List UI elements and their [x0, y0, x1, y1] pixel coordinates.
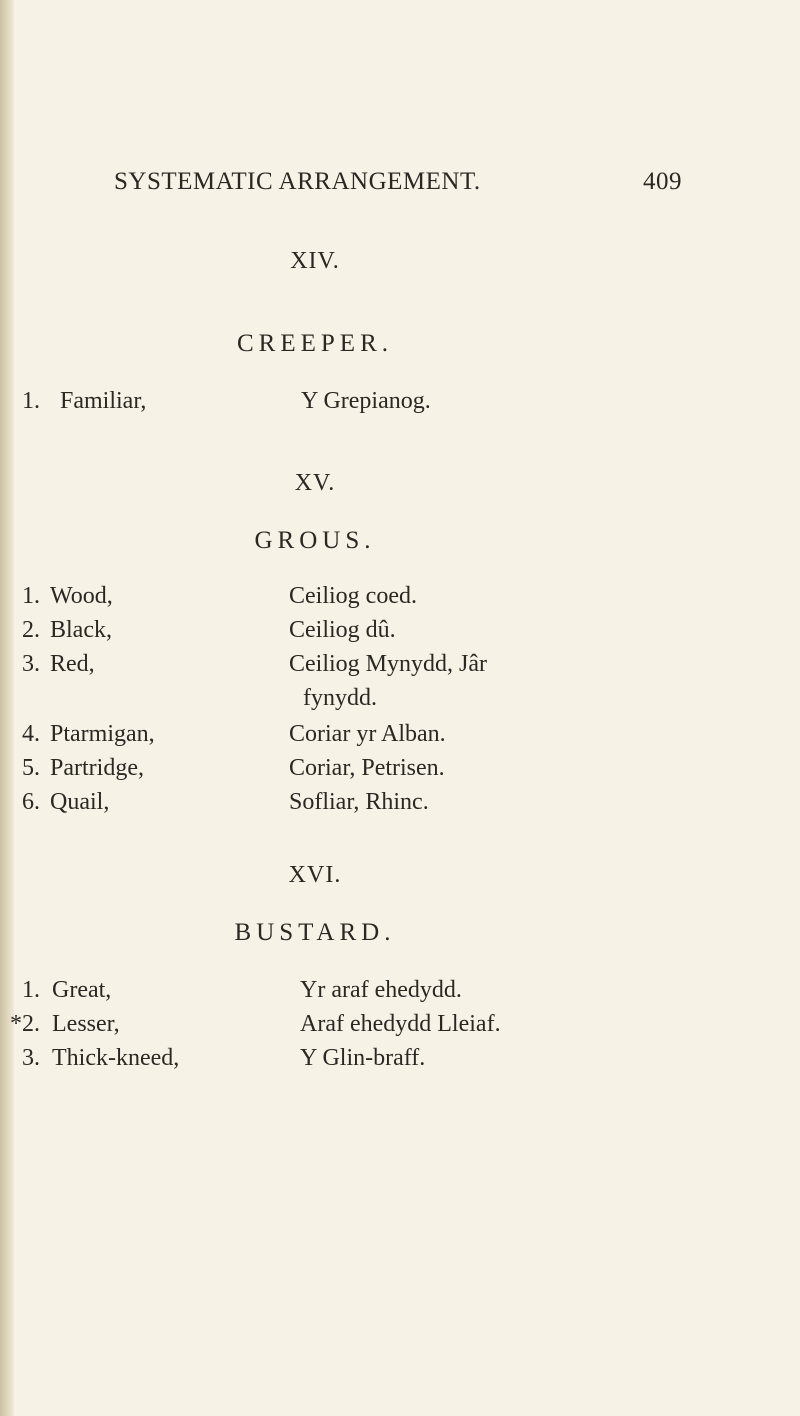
entry-welsh: Y Grepianog. — [301, 388, 431, 414]
entry-number: 2. — [22, 617, 40, 643]
entry-english: Thick-kneed, — [52, 1045, 180, 1071]
running-title: SYSTEMATIC ARRANGEMENT. — [114, 168, 481, 195]
section-heading: CREEPER. — [237, 330, 393, 357]
entry-english: Wood, — [50, 583, 113, 609]
entry-number: 6. — [22, 789, 40, 815]
section-heading: GROUS. — [254, 527, 376, 554]
entry-english: Lesser, — [52, 1011, 120, 1037]
section-numeral: XVI. — [288, 862, 342, 888]
entry-number: 5. — [22, 755, 40, 781]
entry-welsh-continuation: fynydd. — [303, 685, 377, 711]
entry-welsh: Coriar yr Alban. — [289, 721, 446, 747]
entry-english: Partridge, — [50, 755, 144, 781]
list-item — [0, 1045, 800, 1081]
list-item — [0, 755, 800, 791]
entry-welsh: Ceiliog dû. — [289, 617, 396, 643]
list-item — [0, 388, 800, 424]
list-item — [0, 583, 800, 619]
entry-number: 1. — [22, 388, 40, 414]
entry-number: 3. — [22, 651, 40, 677]
section-numeral: XV. — [294, 470, 336, 496]
section-numeral: XIV. — [290, 248, 340, 274]
list-item — [0, 1011, 800, 1047]
entry-welsh: Sofliar, Rhinc. — [289, 789, 429, 815]
entry-number: 1. — [22, 583, 40, 609]
entry-number: 4. — [22, 721, 40, 747]
entry-english: Great, — [52, 977, 112, 1003]
list-item-continuation — [0, 685, 800, 721]
entry-english: Quail, — [50, 789, 110, 815]
entry-english: Black, — [50, 617, 112, 643]
entry-welsh: Yr araf ehedydd. — [300, 977, 462, 1003]
entry-welsh: Ceiliog Mynydd, Jâr — [289, 651, 487, 677]
entry-welsh: Araf ehedydd Lleiaf. — [300, 1011, 501, 1037]
list-item — [0, 617, 800, 653]
list-item — [0, 651, 800, 687]
section-heading: BUSTARD. — [234, 919, 396, 946]
list-item — [0, 977, 800, 1013]
list-item — [0, 789, 800, 825]
entry-number: 3. — [22, 1045, 40, 1071]
entry-welsh: Coriar, Petrisen. — [289, 755, 445, 781]
entry-welsh: Y Glin-braff. — [300, 1045, 426, 1071]
entry-english: Familiar, — [60, 388, 147, 414]
entry-english: Ptarmigan, — [50, 721, 155, 747]
entry-number: *2. — [10, 1011, 40, 1037]
entry-english: Red, — [50, 651, 95, 677]
page-number: 409 — [643, 168, 682, 195]
list-item — [0, 721, 800, 757]
entry-number: 1. — [22, 977, 40, 1003]
entry-welsh: Ceiliog coed. — [289, 583, 417, 609]
